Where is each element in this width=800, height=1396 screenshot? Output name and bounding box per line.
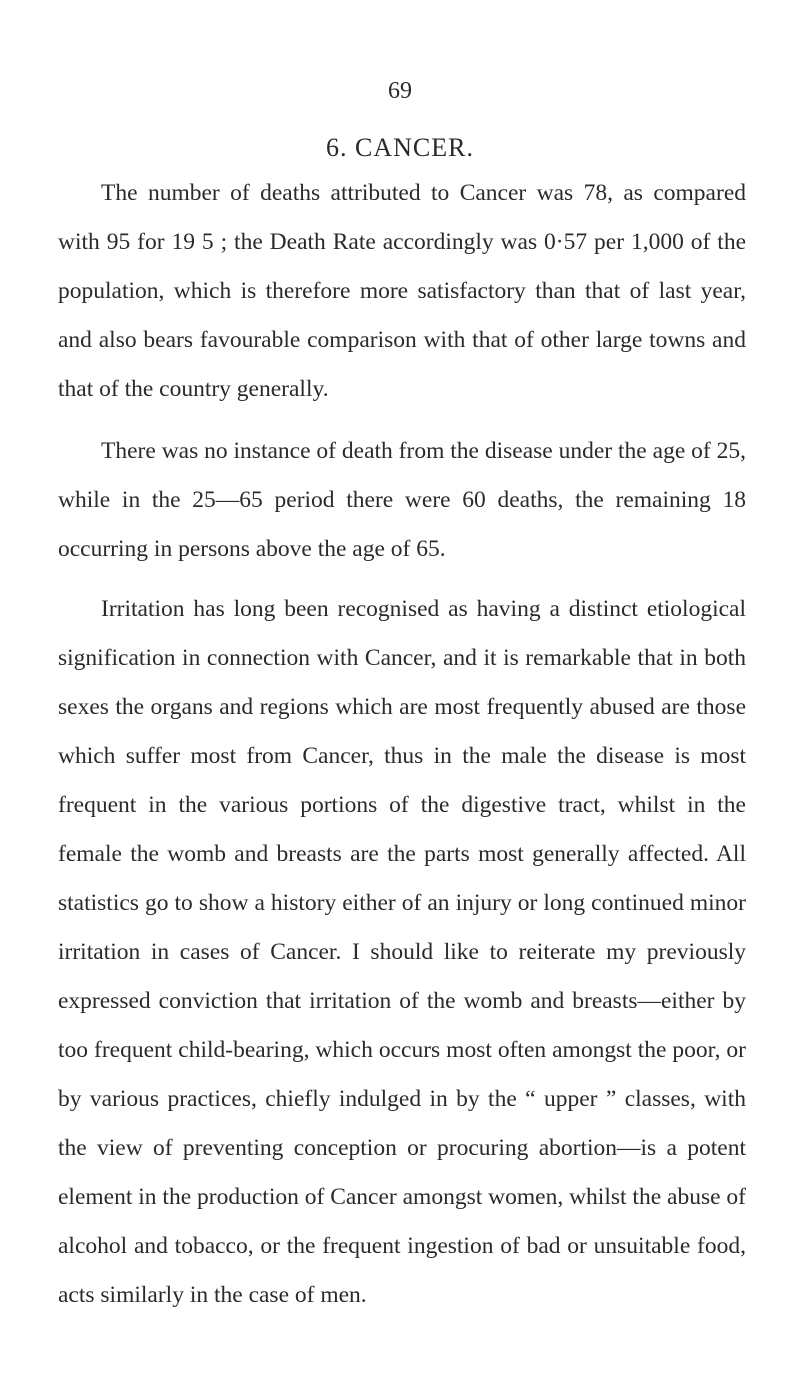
- paragraph-irritation: Irritation has long been recognised as having a distinct etiological signification in connection with Cancer, and it is remarkable that in both sexes the organs and regions which are most frequently abused are those which suffer most from Cancer, thus in the male the disease is most frequent in the various portions of the digestive tract, whilst in the female the womb and breasts are the parts most generally affected. All statistics go to show a history either of an injury or long continued minor irritation in cases of Cancer. I should like to reiterate my previously expressed conviction that irritation of the womb and breasts—either by too frequent child-bearing, which occurs most often amongst the poor, or by various practices, chiefly indulged in by the “ upper ” classes, with the view of preventing conception or procuring abortion—is a potent element in the production of Cancer amongst women, whilst the abuse of alcohol and tobacco, or the frequent ingestion of bad or unsuitable food, acts similarly in the case of men.: [58, 596, 746, 1308]
- paragraph-age-distribution: There was no instance of death from the disease under the age of 25, while in the 25—65 period there were 60 deaths, the remaining 18 occurring in persons above the age of 65.: [58, 438, 746, 562]
- section-title: 6. CANCER.: [326, 133, 474, 162]
- page-number: 69: [388, 78, 412, 104]
- paragraph-death-rate: The number of deaths attributed to Cancer was 78, as compared with 95 for 19 5 ; the Death Rate accordingly was 0·57 per 1,000 of the population, which is therefore more satisfactory than that of last year, and also bears favourable comparison with that of other large towns and that of the country generally.: [58, 180, 746, 402]
